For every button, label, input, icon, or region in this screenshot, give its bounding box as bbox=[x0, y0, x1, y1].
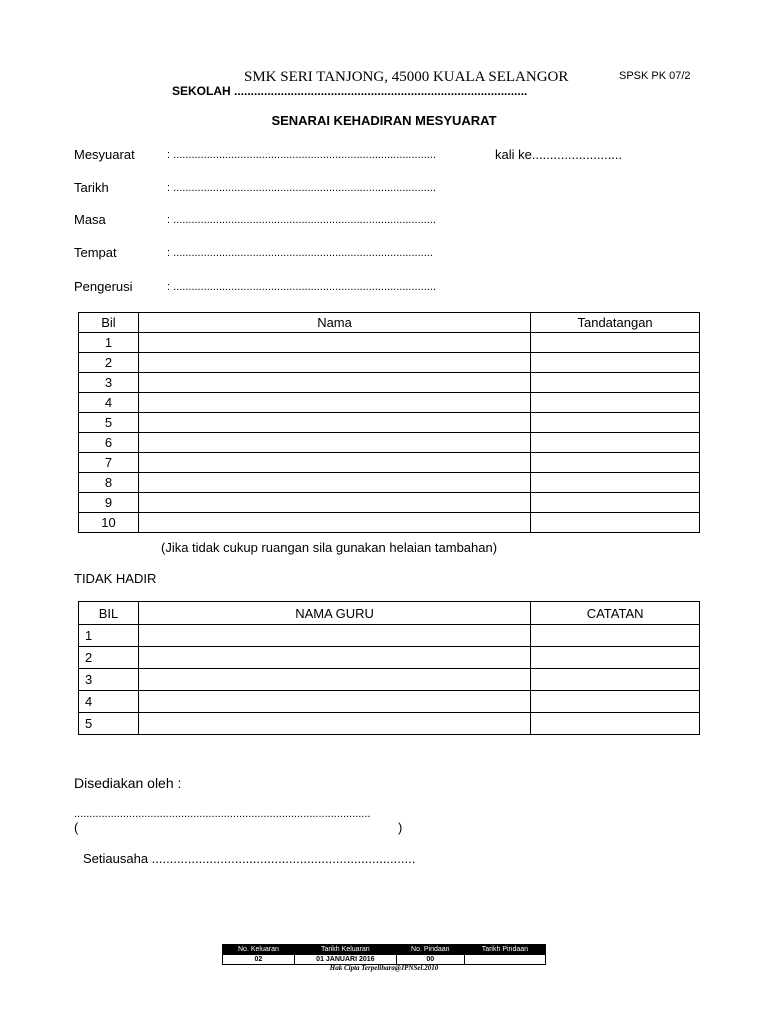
remarks-cell[interactable] bbox=[531, 669, 700, 691]
signature-cell[interactable] bbox=[531, 373, 700, 393]
row-number: 9 bbox=[79, 493, 139, 513]
attendance-header-row bbox=[79, 313, 700, 333]
header-tandatangan: Tandatangan bbox=[531, 313, 700, 333]
value-no-pindaan: 00 bbox=[396, 955, 464, 965]
remarks-cell[interactable] bbox=[531, 647, 700, 669]
field-label-tempat: Tempat bbox=[74, 245, 117, 260]
row-number: 1 bbox=[79, 333, 139, 353]
signature-cell[interactable] bbox=[531, 453, 700, 473]
field-label-masa: Masa bbox=[74, 212, 106, 227]
secretary-line: Setiausaha ......................................................................... bbox=[83, 851, 416, 866]
row-number: 2 bbox=[79, 647, 139, 669]
page-title: SENARAI KEHADIRAN MESYUARAT bbox=[271, 113, 497, 128]
signature-cell[interactable] bbox=[531, 353, 700, 373]
field-value-mesyuarat: : ...................................................................................... bbox=[167, 149, 436, 161]
teacher-name-cell[interactable] bbox=[138, 625, 530, 647]
table-row bbox=[79, 453, 700, 473]
sekolah-line: SEKOLAH ........................................................................................ bbox=[172, 84, 528, 98]
name-cell[interactable] bbox=[138, 493, 530, 513]
row-number: 7 bbox=[79, 453, 139, 473]
remarks-cell[interactable] bbox=[531, 713, 700, 735]
teacher-name-cell[interactable] bbox=[138, 691, 530, 713]
row-number: 3 bbox=[79, 373, 139, 393]
header-bil: Bil bbox=[79, 313, 139, 333]
copyright-notice: Hak Cipta Terpelihara@JPNSel.2010 bbox=[329, 964, 439, 972]
field-value-tarikh: : ...................................................................................... bbox=[167, 182, 436, 194]
table-row bbox=[79, 353, 700, 373]
revision-table bbox=[222, 944, 546, 965]
signature-cell[interactable] bbox=[531, 513, 700, 533]
name-cell[interactable] bbox=[138, 413, 530, 433]
row-number: 10 bbox=[79, 513, 139, 533]
name-cell[interactable] bbox=[138, 473, 530, 493]
table-row bbox=[79, 413, 700, 433]
row-number: 4 bbox=[79, 691, 139, 713]
absent-header-row bbox=[79, 602, 700, 625]
absent-heading: TIDAK HADIR bbox=[74, 571, 157, 586]
name-paren-close: ) bbox=[398, 820, 403, 835]
table-row bbox=[79, 691, 700, 713]
revision-value-row bbox=[223, 955, 546, 965]
name-cell[interactable] bbox=[138, 393, 530, 413]
table-row bbox=[79, 333, 700, 353]
field-label-pengerusi: Pengerusi bbox=[74, 279, 133, 294]
name-cell[interactable] bbox=[138, 513, 530, 533]
row-number: 1 bbox=[79, 625, 139, 647]
name-cell[interactable] bbox=[138, 333, 530, 353]
absent-table bbox=[78, 601, 700, 735]
header-bil: BIL bbox=[79, 602, 139, 625]
prepared-by-label: Disediakan oleh : bbox=[74, 775, 182, 791]
name-cell[interactable] bbox=[138, 353, 530, 373]
field-value-pengerusi: : ...................................................................................... bbox=[167, 281, 436, 293]
signature-cell[interactable] bbox=[531, 473, 700, 493]
remarks-cell[interactable] bbox=[531, 691, 700, 713]
signature-cell[interactable] bbox=[531, 493, 700, 513]
extra-sheet-note: (Jika tidak cukup ruangan sila gunakan helaian tambahan) bbox=[161, 540, 498, 555]
teacher-name-cell[interactable] bbox=[138, 713, 530, 735]
field-value-tempat: : ..................................................................................... bbox=[167, 247, 433, 259]
signature-cell[interactable] bbox=[531, 393, 700, 413]
attendance-table bbox=[78, 312, 700, 533]
header-no-pindaan: No. Pindaan bbox=[396, 945, 464, 955]
header-nama-guru: NAMA GURU bbox=[138, 602, 530, 625]
signature-cell[interactable] bbox=[531, 433, 700, 453]
name-cell[interactable] bbox=[138, 453, 530, 473]
kali-ke: kali ke......................... bbox=[495, 147, 623, 162]
revision-header-row bbox=[223, 945, 546, 955]
header-tarikh-pindaan: Tarikh Pindaan bbox=[464, 945, 545, 955]
teacher-name-cell[interactable] bbox=[138, 669, 530, 691]
header-nama: Nama bbox=[138, 313, 530, 333]
value-no-keluaran: 02 bbox=[223, 955, 295, 965]
header-catatan: CATATAN bbox=[531, 602, 700, 625]
signature-line: ................................................................................................. bbox=[74, 808, 371, 820]
remarks-cell[interactable] bbox=[531, 625, 700, 647]
name-cell[interactable] bbox=[138, 433, 530, 453]
teacher-name-cell[interactable] bbox=[138, 647, 530, 669]
field-label-mesyuarat: Mesyuarat bbox=[74, 147, 135, 162]
table-row bbox=[79, 625, 700, 647]
field-value-masa: : ...................................................................................... bbox=[167, 214, 436, 226]
signature-cell[interactable] bbox=[531, 413, 700, 433]
value-tarikh-keluaran: 01 JANUARI 2016 bbox=[294, 955, 396, 965]
table-row bbox=[79, 713, 700, 735]
table-row bbox=[79, 647, 700, 669]
form-code: SPSK PK 07/2 bbox=[619, 70, 691, 82]
table-row bbox=[79, 433, 700, 453]
table-row bbox=[79, 669, 700, 691]
table-row bbox=[79, 493, 700, 513]
row-number: 5 bbox=[79, 713, 139, 735]
name-cell[interactable] bbox=[138, 373, 530, 393]
row-number: 3 bbox=[79, 669, 139, 691]
name-paren-open: ( bbox=[74, 820, 79, 835]
table-row bbox=[79, 373, 700, 393]
signature-cell[interactable] bbox=[531, 333, 700, 353]
school-name: SMK SERI TANJONG, 45000 KUALA SELANGOR bbox=[244, 69, 569, 85]
header-tarikh-keluaran: Tarikh Keluaran bbox=[294, 945, 396, 955]
row-number: 6 bbox=[79, 433, 139, 453]
value-tarikh-pindaan bbox=[464, 955, 545, 965]
table-row bbox=[79, 393, 700, 413]
header-no-keluaran: No. Keluaran bbox=[223, 945, 295, 955]
row-number: 4 bbox=[79, 393, 139, 413]
table-row bbox=[79, 473, 700, 493]
row-number: 8 bbox=[79, 473, 139, 493]
field-label-tarikh: Tarikh bbox=[74, 180, 109, 195]
row-number: 2 bbox=[79, 353, 139, 373]
table-row bbox=[79, 513, 700, 533]
row-number: 5 bbox=[79, 413, 139, 433]
